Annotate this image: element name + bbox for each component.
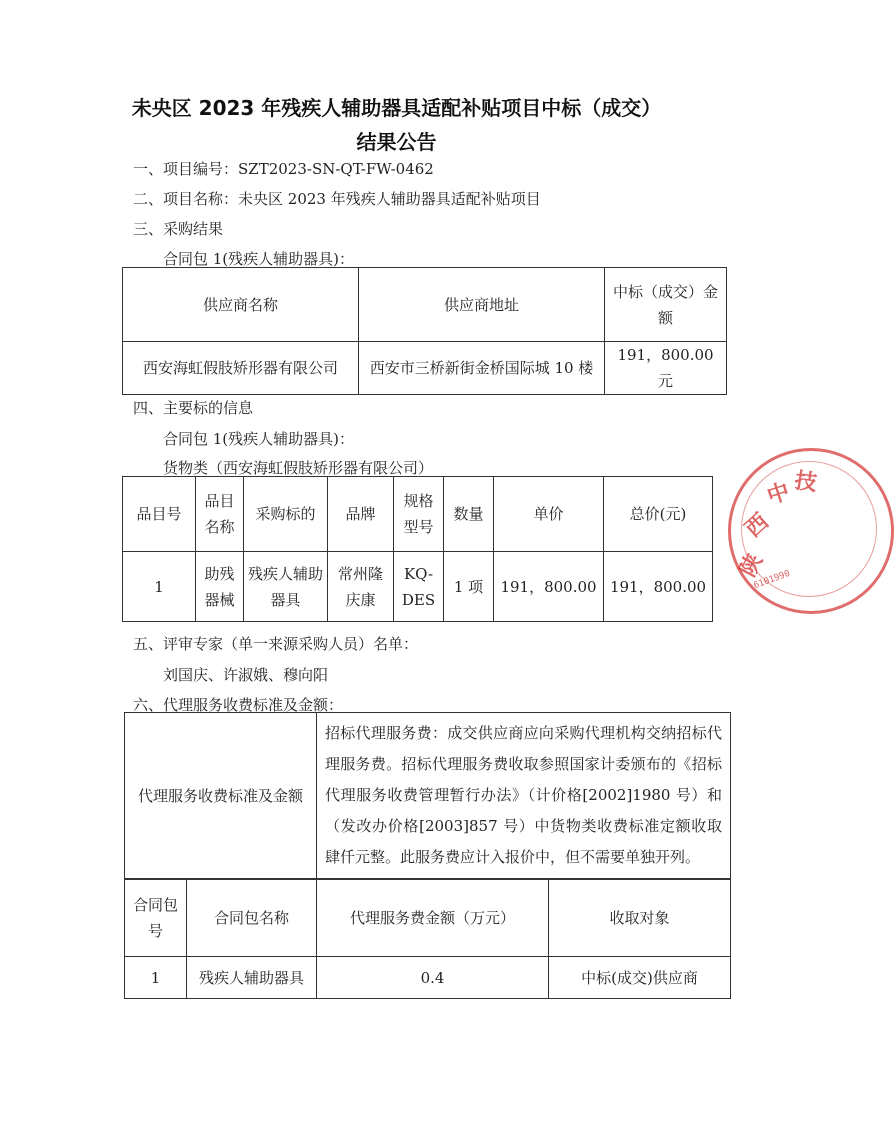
header-unit-price: 单价 bbox=[494, 477, 604, 552]
header-item-name: 品目名称 bbox=[196, 477, 244, 552]
section-agency-fee: 六、代理服务收费标准及金额： bbox=[133, 696, 344, 714]
header-award-amount: 中标（成交）金额 bbox=[605, 268, 727, 342]
package-label-result: 合同包 1(残疾人辅助器具)： bbox=[163, 250, 355, 268]
fee-label: 代理服务收费标准及金额 bbox=[125, 713, 317, 879]
fee-amount: 0.4 bbox=[317, 957, 549, 999]
package-number: 1 bbox=[125, 957, 187, 999]
header-spec: 规格型号 bbox=[394, 477, 444, 552]
seal-char-3: 中 bbox=[764, 479, 793, 510]
section-experts: 五、评审专家（单一来源采购人员）名单： bbox=[133, 635, 419, 653]
header-package-name: 合同包名称 bbox=[187, 880, 317, 957]
header-supplier-name: 供应商名称 bbox=[123, 268, 359, 342]
package-label-goods: 合同包 1(残疾人辅助器具)： bbox=[163, 430, 355, 448]
header-subject: 采购标的 bbox=[244, 477, 328, 552]
goods-table bbox=[122, 476, 713, 622]
agency-fee-description-table bbox=[124, 712, 731, 879]
experts-list: 刘国庆、许淑娥、穆向阳 bbox=[163, 666, 329, 684]
item-name: 助残器械 bbox=[196, 552, 244, 622]
project-name: 二、项目名称：未央区 2023 年残疾人辅助器具适配补贴项目 bbox=[133, 190, 541, 208]
result-table-header bbox=[123, 268, 727, 342]
header-item-number: 品目号 bbox=[123, 477, 196, 552]
brand: 常州隆庆康 bbox=[328, 552, 394, 622]
title-line-1: 未央区 2023 年残疾人辅助器具适配补贴项目中标（成交） bbox=[131, 96, 662, 120]
total-price: 191，800.00 bbox=[604, 552, 713, 622]
seal-char-2: 西 bbox=[740, 509, 774, 543]
seal-char-4: 技 bbox=[793, 468, 819, 497]
quantity: 1 项 bbox=[444, 552, 494, 622]
header-fee-amount: 代理服务费金额（万元） bbox=[317, 880, 549, 957]
header-brand: 品牌 bbox=[328, 477, 394, 552]
award-amount: 191，800.00 元 bbox=[605, 342, 727, 395]
spec: KQ-DES bbox=[394, 552, 444, 622]
header-package-number: 合同包号 bbox=[125, 880, 187, 957]
title-line-2: 结果公告 bbox=[356, 130, 437, 154]
section-procurement-result: 三、采购结果 bbox=[133, 220, 224, 238]
agency-fee-table-header bbox=[125, 880, 731, 957]
agency-fee-table bbox=[124, 879, 731, 999]
header-supplier-address: 供应商地址 bbox=[359, 268, 605, 342]
header-quantity: 数量 bbox=[444, 477, 494, 552]
subject: 残疾人辅助器具 bbox=[244, 552, 328, 622]
supplier-name: 西安海虹假肢矫形器有限公司 bbox=[123, 342, 359, 395]
fee-target: 中标(成交)供应商 bbox=[549, 957, 731, 999]
official-seal bbox=[728, 448, 894, 614]
table-row bbox=[123, 342, 727, 395]
unit-price: 191，800.00 bbox=[494, 552, 604, 622]
project-number: 一、项目编号：SZT2023-SN-QT-FW-0462 bbox=[133, 160, 434, 178]
table-row bbox=[125, 957, 731, 999]
table-row bbox=[125, 713, 731, 879]
header-fee-target: 收取对象 bbox=[549, 880, 731, 957]
item-number: 1 bbox=[123, 552, 196, 622]
seal-code: 6101990 bbox=[752, 568, 792, 592]
section-main-subject: 四、主要标的信息 bbox=[133, 399, 254, 417]
supplier-address: 西安市三桥新街金桥国际城 10 楼 bbox=[359, 342, 605, 395]
result-table bbox=[122, 267, 727, 395]
header-total-price: 总价(元) bbox=[604, 477, 713, 552]
goods-table-header bbox=[123, 477, 713, 552]
goods-label: 货物类（西安海虹假肢矫形器有限公司） bbox=[163, 459, 434, 477]
table-row bbox=[123, 552, 713, 622]
seal-char-1: 陕 bbox=[735, 549, 768, 582]
fee-description: 招标代理服务费：成交供应商应向采购代理机构交纳招标代理服务费。招标代理服务费收取参照国家计委颁布的《招标代理服务收费管理暂行办法》（计价格[2002]1980 号）和（发改办价格[2003]857 号）中货物类收费标准定额收取肆仟元整。此服务费应计入报价中，但不需要单独开列。 bbox=[317, 713, 731, 879]
package-name: 残疾人辅助器具 bbox=[187, 957, 317, 999]
